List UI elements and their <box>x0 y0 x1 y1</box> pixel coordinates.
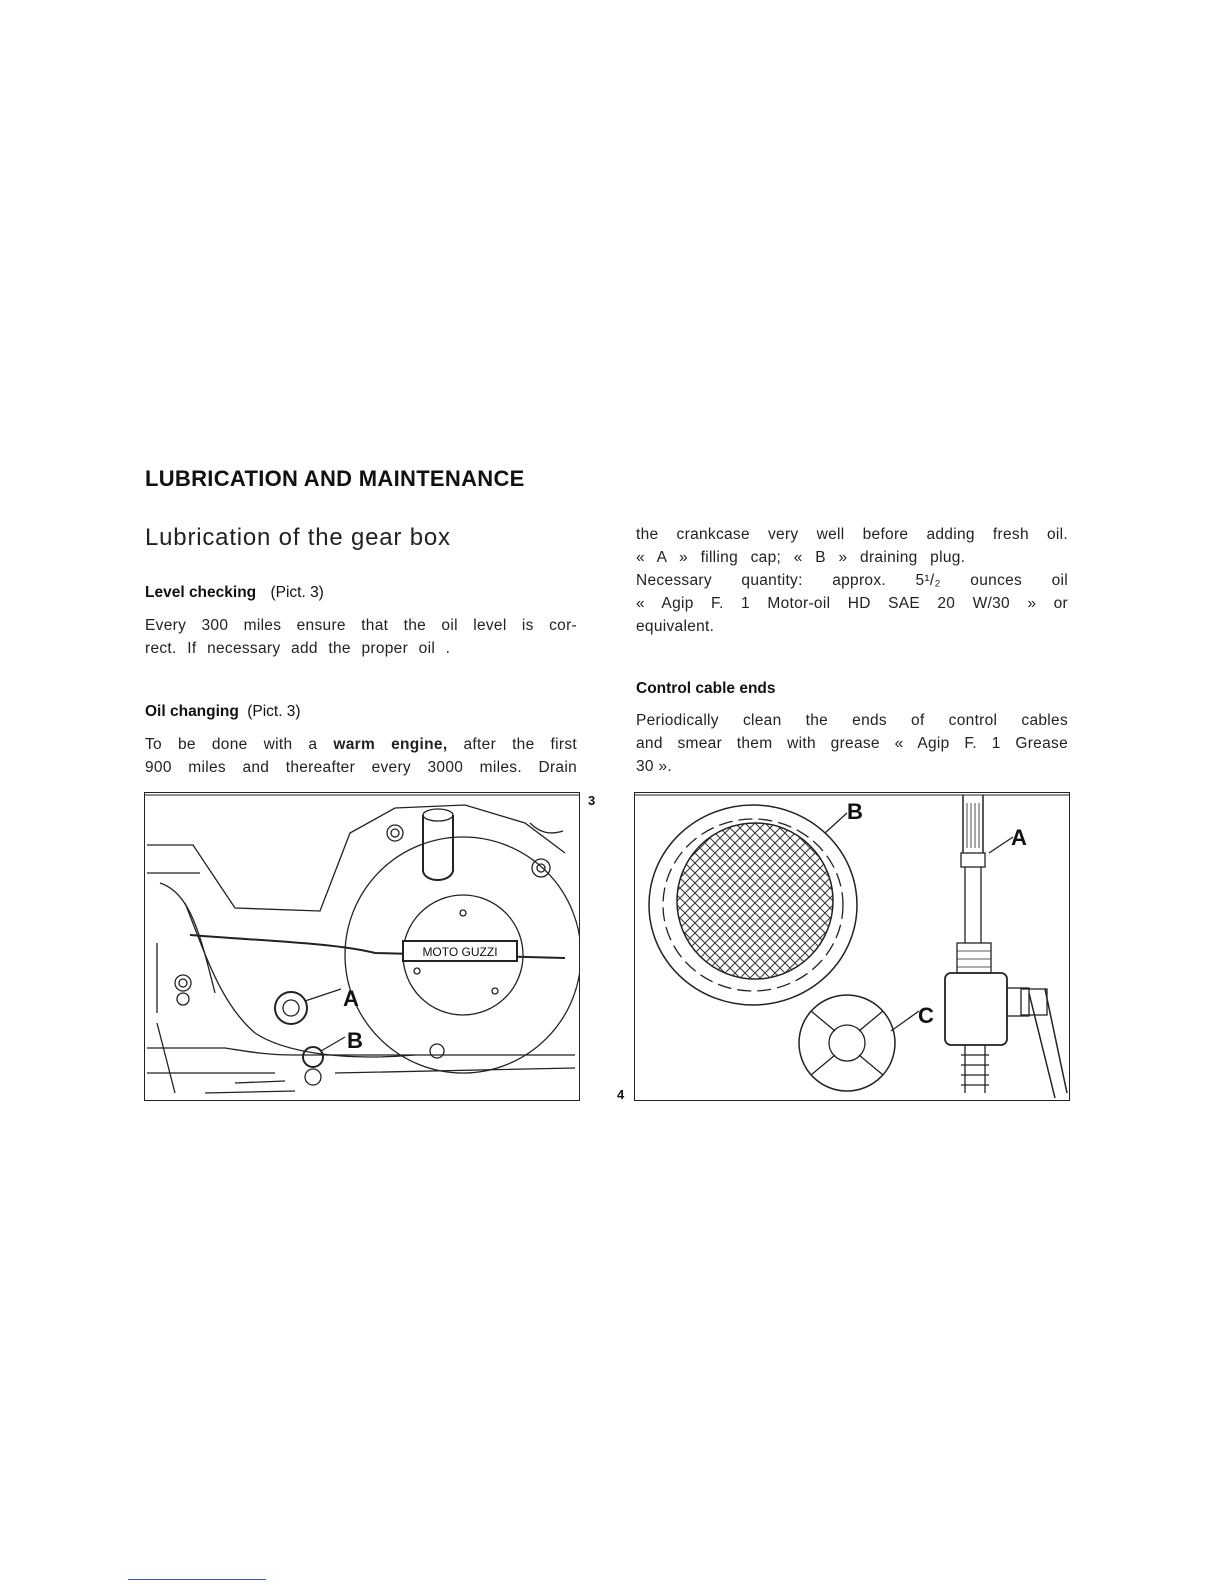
tap-lever-base <box>1007 988 1029 1016</box>
control-cable-text <box>636 709 1068 778</box>
oil-changing-title: Oil changing <box>145 703 239 720</box>
subsection-title: Lubrication of the gear box <box>145 524 451 551</box>
level-checking-line-2: rect. If necessary add the proper oil . <box>145 640 451 657</box>
figure-4-filter-drawing <box>634 792 1070 1101</box>
section-title: LUBRICATION AND MAINTENANCE <box>145 466 525 491</box>
leader-b <box>825 813 847 833</box>
right-line-1: the crankcase very well before adding fresh oil. <box>636 526 1068 543</box>
figure-3-number: 3 <box>588 793 596 808</box>
filter-mesh-b <box>677 823 833 979</box>
oil-changing-line-1-b: after the first <box>463 736 578 753</box>
crankcase-outline <box>147 805 565 911</box>
filter-c-outer <box>799 995 895 1091</box>
leader-a <box>989 837 1013 853</box>
control-cable-line-2: and smear them with grease « Agip F. 1 Grease <box>636 735 1068 752</box>
bolt-4 <box>177 993 189 1005</box>
figure-3-engine-drawing <box>144 792 580 1101</box>
drain-plug-b <box>303 1047 323 1067</box>
leader-b <box>321 1037 345 1051</box>
cable-ferrule <box>961 853 985 867</box>
label-a: A <box>343 986 359 1011</box>
oil-changing-ref: (Pict. 3) <box>247 703 301 720</box>
bolt-3-inner <box>179 979 187 987</box>
level-checking-ref: (Pict. 3) <box>270 584 324 601</box>
cable-tube <box>963 795 983 853</box>
level-checking-text <box>145 614 577 660</box>
right-line-5: equivalent. <box>636 618 715 635</box>
footer-underline <box>128 1579 266 1580</box>
filler-neck-top <box>423 809 453 821</box>
oil-changing-line-1-bold: warm engine, <box>333 736 448 753</box>
badge-text: MOTO GUZZI <box>422 945 498 959</box>
oil-changing-line-1 <box>145 733 577 756</box>
level-checking-heading <box>145 584 324 602</box>
filling-cap-a-inner <box>283 1000 299 1016</box>
case-curve <box>185 903 415 1057</box>
cable-ribs <box>967 803 979 848</box>
frame-tube-2 <box>147 1068 575 1073</box>
tap-thread <box>957 943 991 973</box>
oil-changing-heading <box>145 703 301 721</box>
bolt-2-inner <box>537 864 545 872</box>
bolt-1-inner <box>391 829 399 837</box>
cable-body <box>965 867 981 943</box>
drain-plug-b-lower <box>305 1069 321 1085</box>
control-cable-line-1: Periodically clean the ends of control cables <box>636 712 1068 729</box>
label-a: A <box>1011 825 1027 850</box>
tap-thread-lines <box>957 951 991 967</box>
level-checking-line-1: Every 300 miles ensure that the oil level is cor- <box>145 617 577 634</box>
figure-3-svg <box>145 793 579 1100</box>
figure-4-svg <box>635 793 1069 1100</box>
cover-bolt-left <box>414 968 420 974</box>
bolt-5 <box>430 1044 444 1058</box>
oil-changing-line-2: 900 miles and thereafter every 3000 miles. Drain <box>145 759 577 776</box>
control-cable-line-3: 30 ». <box>636 758 672 775</box>
right-line-3: Necessary quantity: approx. 5¹/₂ ounces oil <box>636 572 1068 589</box>
frame-tube-3 <box>205 1081 295 1093</box>
label-c: C <box>918 1003 934 1028</box>
tap-outlet <box>965 1045 985 1093</box>
leader-c <box>891 1011 919 1031</box>
right-column-text <box>636 523 1068 638</box>
right-line-2: « A » filling cap; « B » draining plug. <box>636 549 966 566</box>
control-cable-title: Control cable ends <box>636 680 776 697</box>
left-detail <box>157 943 175 1093</box>
bolt-3 <box>175 975 191 991</box>
right-line-4: « Agip F. 1 Motor-oil HD SAE 20 W/30 » or <box>636 595 1068 612</box>
leader-a <box>305 989 341 1001</box>
cover-bolt-top <box>460 910 466 916</box>
oil-changing-line-1-a: To be done with a <box>145 736 318 753</box>
upper-right-detail <box>530 823 563 833</box>
label-b: B <box>347 1028 363 1053</box>
filling-cap-a <box>275 992 307 1024</box>
level-checking-title: Level checking <box>145 584 257 601</box>
tap-lever <box>1029 989 1067 1098</box>
cover-bolt-right <box>492 988 498 994</box>
control-cable-heading <box>636 680 776 698</box>
tap-body <box>945 973 1007 1045</box>
figure-4-number: 4 <box>617 1087 625 1102</box>
bolt-2 <box>532 859 550 877</box>
oil-changing-text <box>145 733 577 779</box>
bolt-1 <box>387 825 403 841</box>
filter-c-spokes <box>811 1011 883 1075</box>
label-b: B <box>847 799 863 824</box>
filler-neck <box>423 815 453 880</box>
